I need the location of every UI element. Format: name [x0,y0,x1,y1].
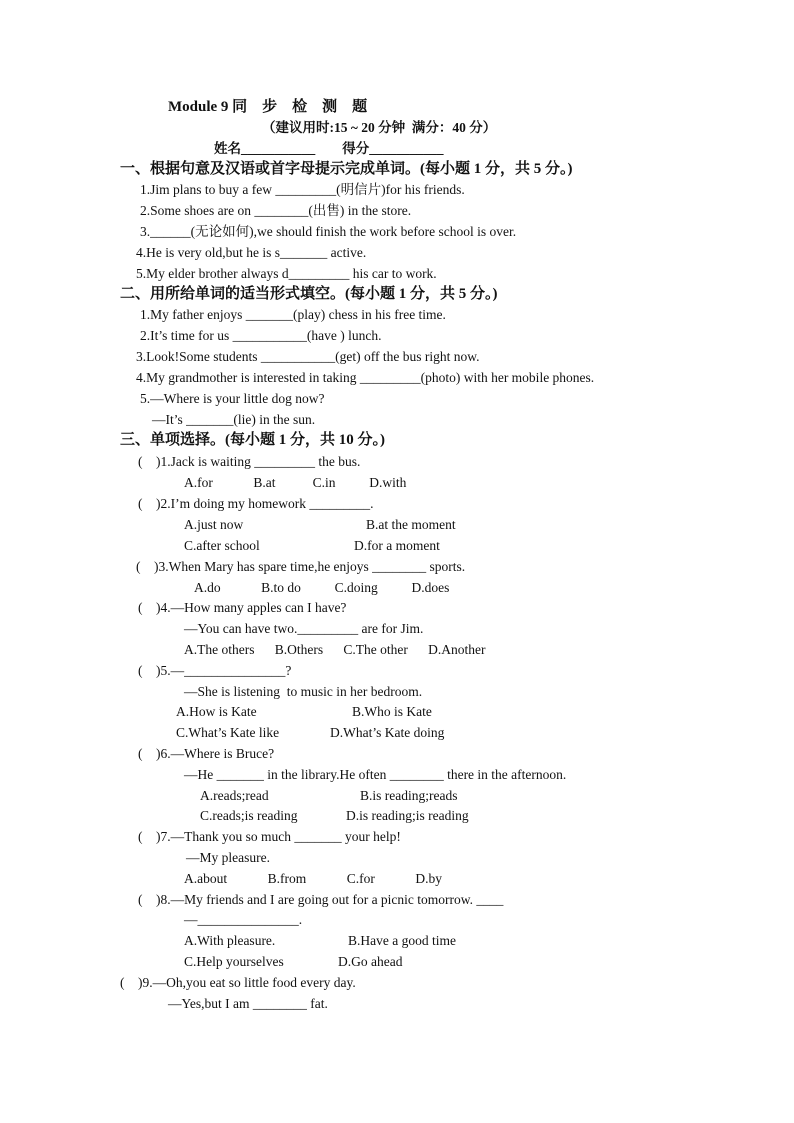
page-subtitle: （建议用时:15 ~ 20 分钟 满分：40 分） [262,120,497,135]
mcq-question: ( )5.—_______________? [138,663,292,678]
mcq-option: B.is reading;reads [360,788,458,803]
mcq-dialog: —Yes,but I am ________ fat. [168,996,328,1011]
mcq-option: A.With pleasure. [184,933,276,948]
mcq-options: A.The others B.Others C.The other D.Another [184,642,486,657]
s1-item: 3.______(无论如何),we should finish the work before school is over. [140,224,517,239]
section1-heading: 一、根据句意及汉语或首字母提示完成单词。(每小题 1 分，共 5 分。) [120,161,573,177]
mcq-option: C.after school [184,538,260,553]
mcq-option: B.at the moment [366,517,456,532]
mcq-question: ( )8.—My friends and I are going out for a picnic tomorrow. ____ [138,892,504,907]
mcq-question: ( )6.—Where is Bruce? [138,746,275,761]
mcq-option: B.Who is Kate [352,704,432,719]
section3-heading: 三、单项选择。(每小题 1 分，共 10 分。) [120,432,385,448]
mcq-option: C.What’s Kate like [176,725,280,740]
mcq-options: A.do B.to do C.doing D.does [194,580,450,595]
section2-heading: 二、用所给单词的适当形式填空。(每小题 1 分，共 5 分。) [120,286,498,302]
s2-item: 3.Look!Some students ___________(get) off the bus right now. [136,349,480,364]
mcq-option: D.Go ahead [338,954,403,969]
page-title: Module 9 同 步 检 测 题 [168,99,368,115]
s2-item: 1.My father enjoys _______(play) chess in his free time. [140,307,446,322]
mcq-option: C.Help yourselves [184,954,284,969]
mcq-option: A.reads;read [200,788,269,803]
s2-item: 5.—Where is your little dog now? [140,391,325,406]
mcq-question: ( )7.—Thank you so much _______ your help! [138,829,401,844]
mcq-dialog: —She is listening to music in her bedroom. [184,684,423,699]
mcq-dialog: —My pleasure. [186,850,270,865]
s1-item: 4.He is very old,but he is s_______ active. [136,245,367,260]
mcq-option: D.for a moment [354,538,440,553]
mcq-question: ( )1.Jack is waiting _________ the bus. [138,454,361,469]
mcq-question: ( )2.I’m doing my homework _________. [138,496,374,511]
mcq-question: ( )3.When Mary has spare time,he enjoys ________ sports. [136,559,466,574]
mcq-options: A.for B.at C.in D.with [184,475,407,490]
mcq-option: D.is reading;is reading [346,808,469,823]
mcq-option: D.What’s Kate doing [330,725,445,740]
mcq-option: A.just now [184,517,244,532]
s1-item: 5.My elder brother always d_________ his car to work. [136,266,437,281]
mcq-dialog: —He _______ in the library.He often ________ there in the afternoon. [184,767,567,782]
s2-item: —It’s _______(lie) in the sun. [152,412,316,427]
s2-item: 2.It’s time for us ___________(have ) lunch. [140,328,382,343]
mcq-options: A.about B.from C.for D.by [184,871,442,886]
mcq-question: ( )4.—How many apples can I have? [138,600,347,615]
mcq-option: C.reads;is reading [200,808,298,823]
mcq-question: ( )9.—Oh,you eat so little food every day. [120,975,356,990]
mcq-dialog: —You can have two._________ are for Jim. [184,621,424,636]
mcq-option: A.How is Kate [176,704,257,719]
s1-item: 2.Some shoes are on ________(出售) in the store. [140,203,412,218]
mcq-dialog: —_______________. [184,912,303,927]
s1-item: 1.Jim plans to buy a few _________(明信片)for his friends. [140,182,465,197]
mcq-option: B.Have a good time [348,933,456,948]
name-score-line: 姓名___________ 得分___________ [214,141,444,156]
s2-item: 4.My grandmother is interested in taking _________(photo) with her mobile phones. [136,370,595,385]
